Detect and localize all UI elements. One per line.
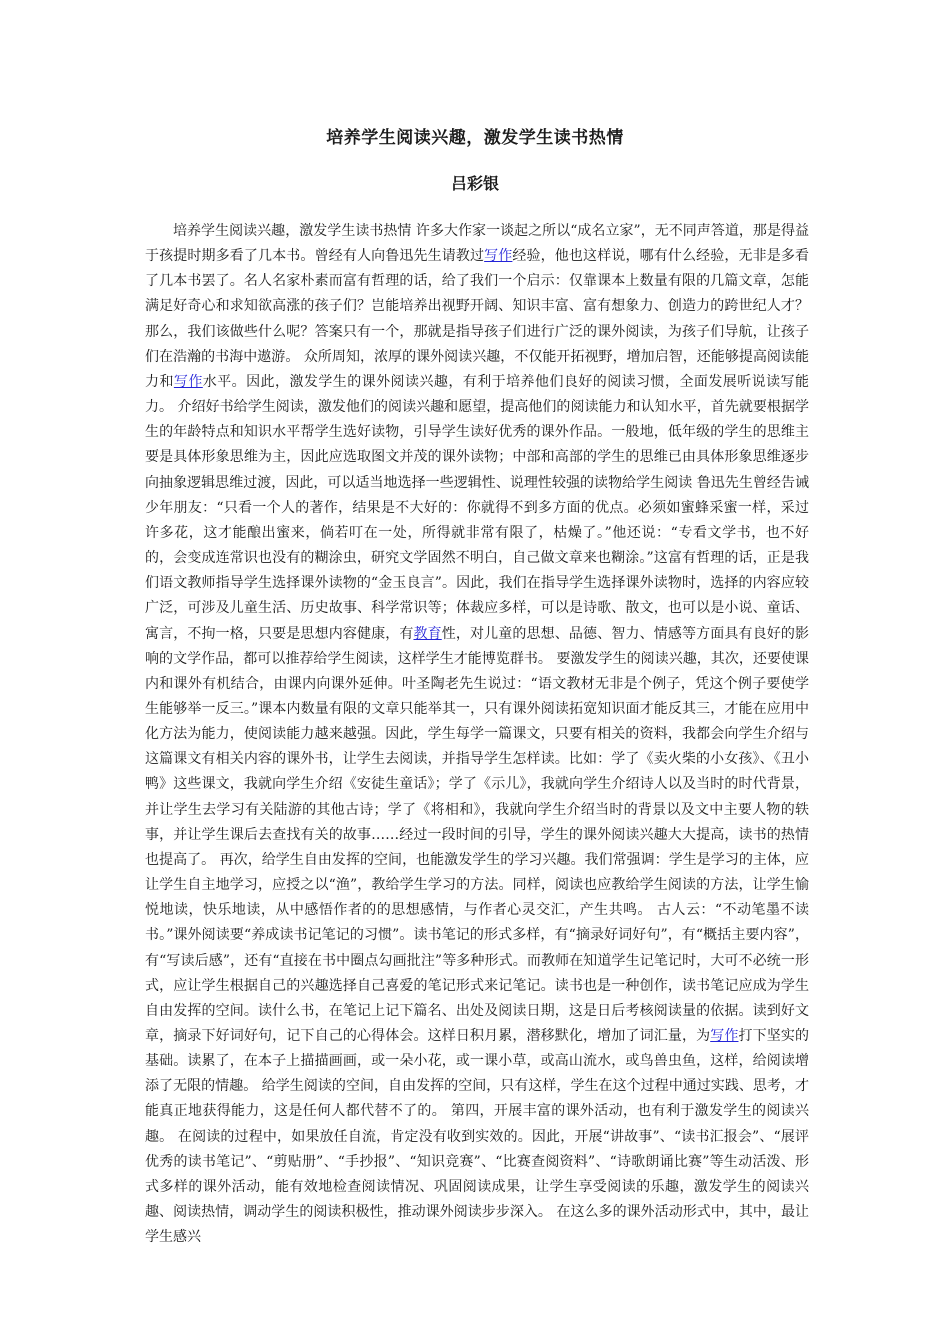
document-title: 培养学生阅读兴趣，激发学生读书热情 xyxy=(326,128,624,148)
writing-link[interactable]: 写作 xyxy=(173,373,203,390)
document-body xyxy=(145,219,810,1246)
body-text: 打下坚实的基础。读累了，在本子上描描画画，或一朵小花，或一课小草，或高山流水，或鸟兽虫鱼，这样，给阅读增添了无限的情趣。 给学生阅读的空间，自由发挥的空间，只有这样，学生在这个过程中通过实践、思考，才能真正地获得能力，这是任何人都代替不了的。 第四，开展丰富的课外活动，也有利于激发学生的阅读兴趣。 在阅读的过程中，如果放任自流，肯定没有收到实效的。因此，开展“讲故事”、“读书汇报会”、“展评优秀的读书笔记”、“剪贴册”、“手抄报”、“知识竞赛”、“比赛查阅资料”、“诗歌朗诵比赛”等生动活泼、形式多样的课外活动，能有效地检查阅读情况、巩固阅读成果，让学生享受阅读的乐趣，激发学生的阅读兴趣、阅读热情，调动学生的阅读积极性，推动课外阅读步步深入。 在这么多的课外活动形式中，其中，最让学生感兴 xyxy=(145,1028,810,1246)
body-paragraph xyxy=(145,219,809,1250)
document-author: 吕彩银 xyxy=(450,174,499,193)
body-text: 水平。因此，激发学生的课外阅读兴趣，有利于培养他们良好的阅读习惯，全面发展听说读写能力。 介绍好书给学生阅读，激发他们的阅读兴趣和愿望，提高他们的阅读能力和认知水平，首先就要根据学生的年龄特点和知识水平帮学生选好读物，引导学生读好优秀的课外作品。一般地，低年级的学生的思维主要是具体形象思维为主，因此应选取图文并茂的课外读物；中部和高部的学生的思维已由具体形象思维逐步向抽象逻辑思维过渡，因此，可以适当地选择一些逻辑性、说理性较强的读物给学生阅读 鲁迅先生曾经告诫少年朋友：“只看一个人的著作，结果是不大好的：你就得不到多方面的优点。必须如蜜蜂采蜜一样，采过许多花，这才能酿出蜜来，倘若叮在一处，所得就非常有限了，枯燥了。”他还说：“专看文学书，也不好的，会变成连常识也没有的糊涂虫，研究文学固然不明白，自己做文章来也糊涂。”这富有哲理的话，正是我们语文教师指导学生选择课外读物的“金玉良言”。因此，我们在指导学生选择课外读物时，选择的内容应较广泛，可涉及儿童生活、历史故事、科学常识等；体裁应多样，可以是诗歌、散文，也可以是小说、童话、寓言，不拘一格，只要是思想内容健康，有 xyxy=(145,373,810,642)
body-text: 经验，他也这样说，哪有什么经验，无非是多看了几本书罢了。名人名家朴素而富有哲理的话，给了我们一个启示：仅靠课本上数量有限的几篇文章，怎能满足好奇心和求知欲高涨的孩子们？岂能培养出视野开阔、知识丰富、富有想象力、创造力的跨世纪人才？ 那么，我们该做些什么呢？答案只有一个，那就是指导孩子们进行广泛的课外阅读，为孩子们导航，让孩子们在浩瀚的书海中遨游。 众所周知，浓厚的课外阅读兴趣，不仅能开拓视野，增加启智，还能够提高阅读能力和 xyxy=(145,248,810,390)
body-text: 性，对儿童的思想、品德、智力、情感等方面具有良好的影响的文学作品，都可以推荐给学生阅读，这样学生才能博览群书。 要激发学生的阅读兴趣，其次，还要使课内和课外有机结合，由课内向课外延伸。叶圣陶老先生说过：“语文教材无非是个例子，凭这个例子要使学生能够举一反三。”课本内数量有限的文章只能举其一，只有课外阅读拓宽知识面才能反其三，才能在应用中化方法为能力，使阅读能力越来越强。因此，学生每学一篇课文，只要有相关的资料，我都会向学生介绍与这篇课文有相关内容的课外书，让学生去阅读，并指导学生怎样读。比如：学了《卖火柴的小女孩》、《丑小鸭》这些课文，我就向学生介绍《安徒生童话》；学了《示儿》，我就向学生介绍诗人以及当时的时代背景，并让学生去学习有关陆游的其他古诗；学了《将相和》，我就向学生介绍当时的背景以及文中主要人物的轶事，并让学生课后去查找有关的故事……经过一段时间的引导，学生的课外阅读兴趣大大提高，读书的热情也提高了。 再次，给学生自由发挥的空间，也能激发学生的学习兴趣。我们常强调：学生是学习的主体，应让学生自主地学习，应授之以“渔”，教给学生学习的方法。同样，阅读也应教给学生阅读的方法，让学生愉悦地读，快乐地读，从中感悟作者的的思想感情，与作者心灵交汇，产生共鸣。 古人云：“不动笔墨不读书。”课外阅读要“养成读书记笔记的习惯”。读书笔记的形式多样，有“摘录好词好句”，有“概括主要内容”，有“写读后感”，还有“直接在书中圈点勾画批注”等多种形式。而教师在知道学生记笔记时，大可不必统一形式，应让学生根据自己的兴趣选择自己喜爱的笔记形式来记笔记。读书也是一种创作，读书笔记应成为学生自由发挥的空间。读什么书，在笔记上记下篇名、出处及阅读日期，这是日后考核阅读量的依据。读到好文章，摘录下好词好句，记下自己的心得体会。这样日积月累，潜移默化，增加了词汇量，为 xyxy=(145,625,810,1044)
writing-link[interactable]: 写作 xyxy=(710,1028,739,1044)
education-link[interactable]: 教育 xyxy=(413,625,442,642)
writing-link[interactable]: 写作 xyxy=(484,248,513,265)
body-text: 培养学生阅读兴趣，激发学生读书热情 许多大作家一谈起之所以“成名立家”，无不同声答道，那是得益于孩提时期多看了几本书。曾经有人向鲁迅先生请教过 xyxy=(145,223,809,265)
